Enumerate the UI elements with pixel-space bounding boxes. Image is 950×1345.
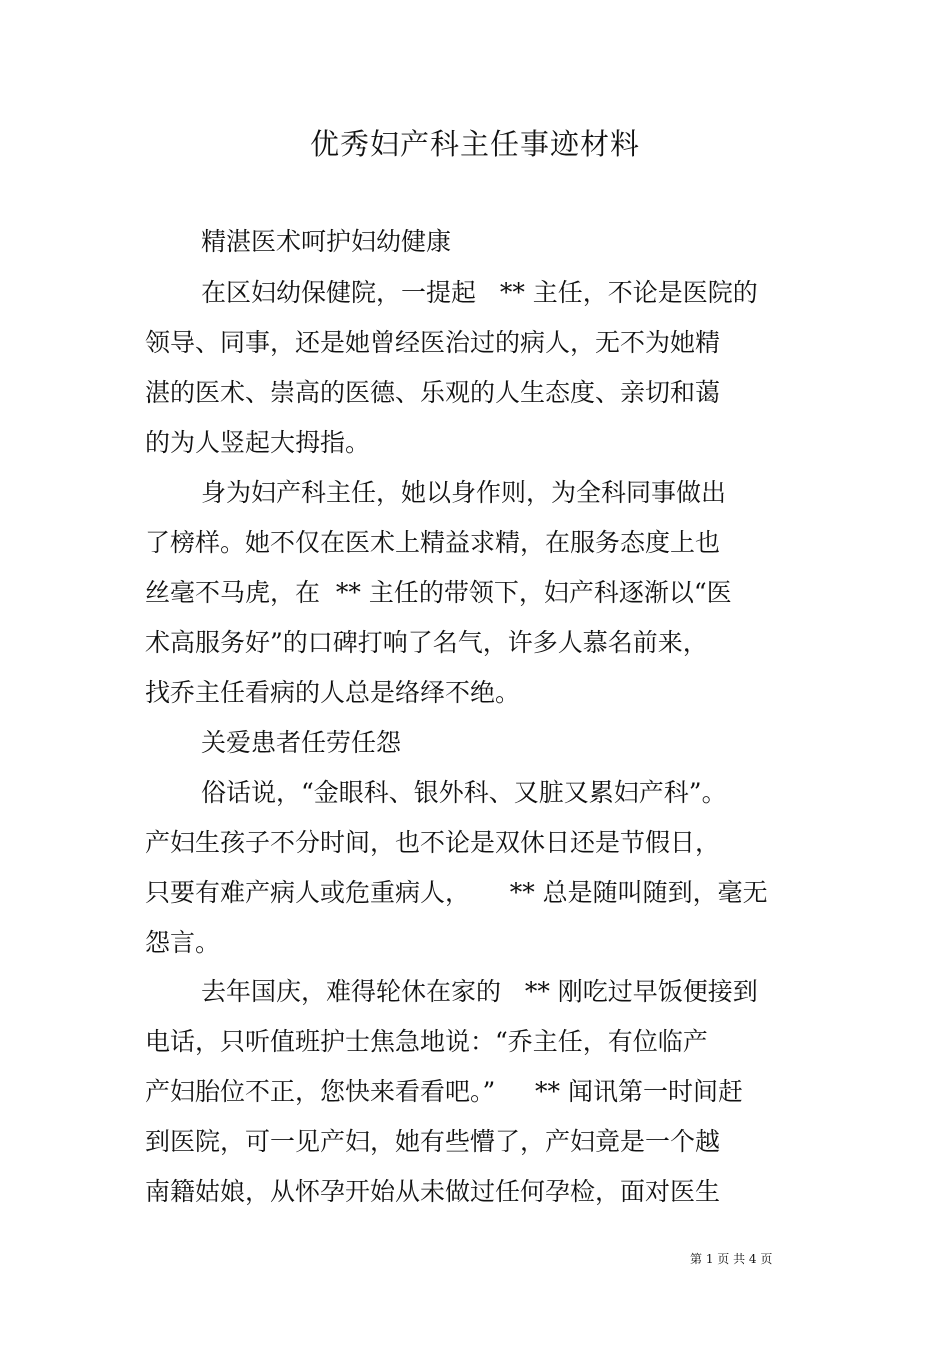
paragraph-line: 只要有难产病人或危重病人， ** 总是随叫随到，毫无 xyxy=(145,878,768,907)
paragraph-line: 去年国庆，难得轮休在家的 ** 刚吃过早饭便接到 xyxy=(201,977,758,1006)
section-heading: 关爱患者任劳任怨 xyxy=(201,728,402,757)
paragraph-line: 产妇胎位不正，您快来看看吧。” ** 闻讯第一时间赶 xyxy=(145,1077,743,1106)
paragraph-line: 怨言。 xyxy=(145,928,221,957)
page-number: 第 1 页 共 4 页 xyxy=(690,1252,773,1266)
paragraph-line: 湛的医术、崇高的医德、乐观的人生态度、亲切和蔼 xyxy=(145,378,721,407)
paragraph-line: 产妇生孩子不分时间，也不论是双休日还是节假日， xyxy=(145,828,721,857)
paragraph-line: 到医院，可一见产妇，她有些懵了，产妇竟是一个越 xyxy=(145,1127,721,1156)
paragraph-line: 俗话说，“金眼科、银外科、又脏又累妇产科”。 xyxy=(201,778,727,807)
paragraph-line: 找乔主任看病的人总是络绎不绝。 xyxy=(145,678,521,707)
paragraph-line: 在区妇幼保健院，一提起 ** 主任，不论是医院的 xyxy=(201,278,758,307)
paragraph-line: 南籍姑娘，从怀孕开始从未做过任何孕检，面对医生 xyxy=(145,1177,721,1206)
paragraph-line: 身为妇产科主任，她以身作则，为全科同事做出 xyxy=(201,478,727,507)
paragraph-line: 丝毫不马虎，在 ** 主任的带领下，妇产科逐渐以“医 xyxy=(145,578,732,607)
section-heading: 精湛医术呵护妇幼健康 xyxy=(201,227,452,256)
document-title: 优秀妇产科主任事迹材料 xyxy=(309,127,640,161)
paragraph-line: 的为人竖起大拇指。 xyxy=(145,428,371,457)
paragraph-line: 术高服务好”的口碑打响了名气，许多人慕名前来， xyxy=(145,628,708,657)
paragraph-line: 领导、同事，还是她曾经医治过的病人，无不为她精 xyxy=(145,328,721,357)
paragraph-line: 电话，只听值班护士焦急地说：“乔主任，有位临产 xyxy=(145,1027,708,1056)
paragraph-line: 了榜样。她不仅在医术上精益求精，在服务态度上也 xyxy=(145,528,721,557)
